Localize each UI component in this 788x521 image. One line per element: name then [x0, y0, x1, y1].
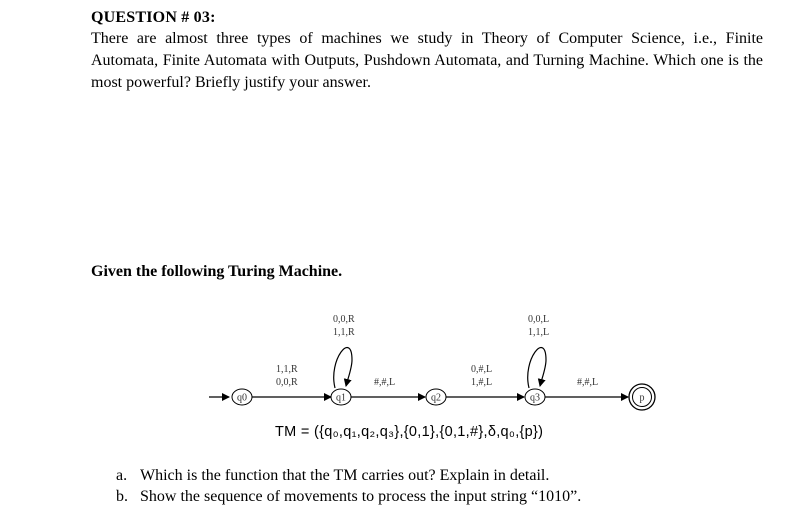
question-heading: QUESTION # 03:: [91, 9, 216, 26]
state-q1-label: q1: [336, 392, 346, 404]
loop-q1: [334, 348, 352, 388]
label-q1-loop-b: 1,1,R: [333, 327, 355, 338]
state-q0-label: q0: [237, 392, 247, 404]
label-q0-q1-a: 1,1,R: [276, 364, 298, 375]
question-paragraph: There are almost three types of machines we study in Theory of Computer Science, i.e., Finite Automata, Finite Automata with Outputs, Pushdown Automata, and Turning Machine. Which one is the most powerful? Briefly justify your answer.: [91, 30, 763, 91]
loop-q3: [528, 348, 546, 388]
state-q1: [331, 389, 351, 405]
sub-question-a: [116, 465, 581, 486]
label-q0-q1-b: 0,0,R: [276, 377, 298, 388]
sub-question-a-text: Which is the function that the TM carries out? Explain in detail.: [140, 467, 550, 484]
label-q3-loop-b: 1,1,L: [528, 327, 550, 338]
sub-questions: [116, 465, 581, 507]
state-q2-label: q2: [431, 392, 441, 404]
tm-definition: TM = ({q₀,q₁,q₂,q₃},{0,1},{0,1,#},δ,q₀,{p}): [275, 424, 544, 440]
label-q2-q3-b: 1,#,L: [471, 377, 493, 388]
label-q1-loop-a: 0,0,R: [333, 314, 355, 325]
label-q2-q3-a: 0,#,L: [471, 364, 493, 375]
label-q1-q2: #,#,L: [374, 377, 396, 388]
sub-question-b-marker: b.: [116, 488, 128, 505]
state-p-accept: [629, 384, 655, 410]
state-q3-label: q3: [530, 392, 540, 404]
sub-question-b-text: Show the sequence of movements to process the input string “1010”.: [140, 488, 582, 505]
label-q3-p: #,#,L: [577, 377, 599, 388]
sub-question-a-marker: a.: [116, 467, 128, 484]
label-q3-loop-a: 0,0,L: [528, 314, 550, 325]
turing-intro: Given the following Turing Machine.: [91, 263, 343, 280]
state-q3: [525, 389, 545, 405]
state-p-label: p: [639, 392, 645, 404]
state-q2: [426, 389, 446, 405]
sub-question-b: [116, 486, 581, 507]
state-q0: [232, 389, 252, 405]
